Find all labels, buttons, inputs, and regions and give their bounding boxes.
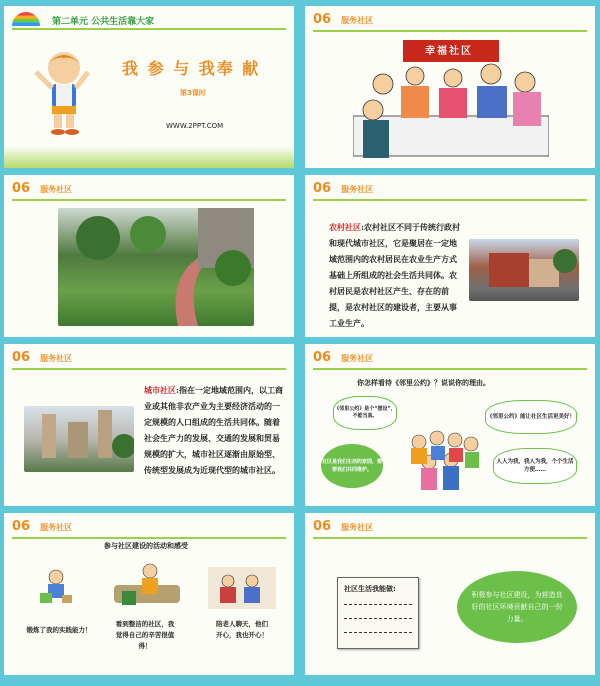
activity-image-1 [34,567,78,607]
urban-term: 城市社区 [144,385,176,395]
section-number: 06 [313,12,332,27]
website-text: WWW.2PPT.COM [166,122,224,130]
header-divider [12,199,286,201]
section-title: 服务社区 [40,185,73,194]
section-title: 服务社区 [341,16,374,25]
encouragement-bubble: 积极参与社区建设，为营造良好的社区环境贡献自己的一份力量。 [457,571,577,643]
section-title: 服务社区 [341,185,374,194]
rainbow-logo-icon [12,12,40,26]
section-number: 06 [12,519,31,534]
slide-title[interactable] [4,6,294,168]
unit-title: 第二单元 公共生活靠大家 [52,17,155,27]
header-divider [313,368,587,370]
note-line-1 [344,604,412,605]
urban-definition [144,382,284,478]
header-divider [313,537,587,539]
activity-caption-3: 陪老人聊天，他们开心，我也开心！ [216,620,268,639]
section-title: 服务社区 [341,354,374,363]
section-number: 06 [12,181,31,196]
section-number: 06 [313,181,332,196]
slide-community-meeting[interactable] [305,6,595,168]
urban-city-photo [24,406,134,472]
main-title: 我 参 与 我奉 献 [122,59,261,78]
slide-neighborhood-pact[interactable] [305,344,595,506]
grass-decoration [4,146,294,168]
section-title: 服务社区 [40,354,73,363]
note-title: 社区生活我能做: [344,585,396,593]
community-sign-text: 幸福社区 [425,46,473,57]
children-group-illustration [405,428,483,498]
header-divider [313,30,587,32]
rural-village-photo [469,239,579,301]
opinion-bubble-1: 《邻里公约》是个“摆设”，不能当真。 [333,396,397,430]
rural-term: 农村社区 [329,222,361,232]
header-divider [12,368,286,370]
note-line-3 [344,632,412,633]
activities-title: 参与社区建设的活动和感受 [104,541,188,550]
section-number: 06 [12,350,31,365]
header-divider [12,28,286,30]
slide-community-activities[interactable] [4,513,294,675]
rural-definition [329,219,461,331]
rural-text: :农村社区不同于传统行政村和现代城市社区，它是聚居在一定地域范围内的农村居民在农业生产方式基础上所组成的社会生活共同体。农村居民是农村社区产生、存在的前提，是农村社区的建设者，主要从事工业生产。 [329,222,460,328]
section-title: 服务社区 [40,523,73,532]
section-number: 06 [313,350,332,365]
opinion-bubble-2: 《邻里公约》能让社区生活更美好！ [485,400,577,434]
header-divider [313,199,587,201]
slide-urban-community[interactable] [4,344,294,506]
note-line-2 [344,618,412,619]
slide-community-photo[interactable] [4,175,294,337]
header-divider [12,537,286,539]
slide-rural-community[interactable] [305,175,595,337]
lesson-label: 第3课时 [180,89,206,97]
cartoon-boy-image [34,46,90,141]
activity-image-2 [114,563,180,609]
section-number: 06 [313,519,332,534]
slide-what-i-can-do[interactable] [305,513,595,675]
discussion-question: 你怎样看待《邻里公约》？说说你的理由。 [357,378,490,387]
activity-image-3 [208,567,276,609]
section-title: 服务社区 [341,523,374,532]
opinion-bubble-4: 人人为我，我人为我，个个生活方便…… [493,448,577,484]
opinion-bubble-3: 社区是我们生活的家园，需要我们共同维护。 [321,444,383,488]
activity-caption-1: 锻炼了我的实践能力！ [26,626,92,634]
note-card [337,577,419,649]
activity-caption-2: 看到整洁的社区，我觉得自己的辛苦很值得！ [115,620,175,650]
urban-text: :指在一定地域范围内，以工商业或其他非农产业为主要经济活动的一定规模的人口组成的生活共同体。随着社会生产力的发展、交通的发展和贸易规模的扩大，城市社区逐渐由原始型、传统型发展成为近现代型的城市社区。 [144,385,283,475]
community-garden-photo [58,208,254,326]
